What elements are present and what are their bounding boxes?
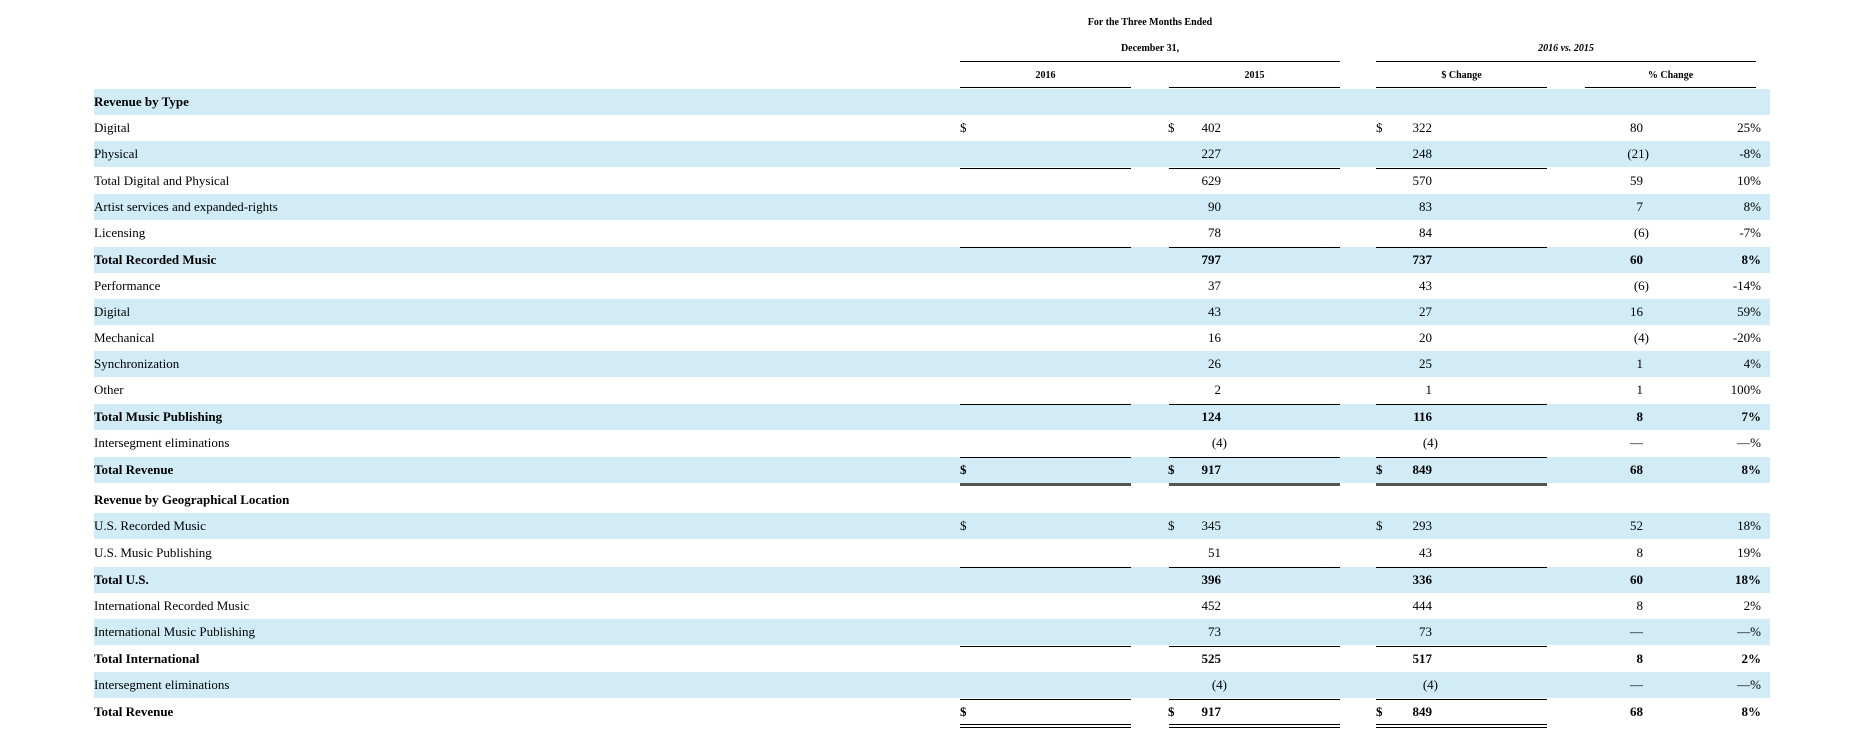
row-label: Total Revenue [94, 704, 174, 719]
value-pct-change: 25% [1737, 120, 1761, 135]
table-row [94, 168, 1770, 194]
row-label: International Music Publishing [94, 624, 256, 639]
value-pct-change: 18% [1737, 518, 1761, 533]
currency-symbol: $ [960, 518, 967, 533]
col-rule-2016 [960, 87, 1131, 88]
subtotal-rule [1169, 247, 1340, 248]
value-2016: (4) [1211, 677, 1227, 692]
table-row [94, 273, 1770, 299]
subtotal-rule [1376, 247, 1547, 248]
table-row [94, 487, 1770, 513]
period-header: For the Three Months Ended [1087, 17, 1213, 28]
value-2015: 336 [1412, 572, 1432, 587]
subtotal-rule [1376, 567, 1547, 568]
currency-symbol: $ [960, 704, 967, 719]
comparison-header: 2016 vs. 2015 [1538, 43, 1594, 54]
value-2015: 322 [1412, 120, 1432, 135]
subtotal-rule [1376, 404, 1547, 405]
value-pct-change: 8% [1741, 462, 1761, 477]
value-pct-change: 2% [1743, 598, 1761, 613]
value-2016: 73 [1208, 624, 1221, 639]
table-row [94, 513, 1770, 539]
total-double-underline [1169, 724, 1340, 728]
value-2015: 517 [1412, 651, 1432, 666]
value-dollar-change: (6) [1633, 225, 1649, 240]
subtotal-rule [1169, 646, 1340, 647]
table-row [94, 567, 1770, 593]
value-2016: 345 [1201, 518, 1221, 533]
table-row [94, 247, 1770, 273]
col-rule-dollar-change [1376, 87, 1547, 88]
subtotal-rule [960, 247, 1131, 248]
value-2015: 83 [1419, 199, 1432, 214]
value-pct-change: —% [1737, 677, 1761, 692]
value-pct-change: 8% [1741, 704, 1761, 719]
row-label: Total Music Publishing [94, 409, 223, 424]
value-pct-change: 100% [1730, 382, 1761, 397]
table-row [94, 115, 1770, 141]
table-row [94, 377, 1770, 403]
row-label: Synchronization [94, 356, 180, 371]
value-pct-change: 59% [1737, 304, 1761, 319]
subtotal-rule [1376, 699, 1547, 700]
table-row [94, 351, 1770, 377]
value-pct-change: 7% [1741, 409, 1761, 424]
subtotal-rule [960, 646, 1131, 647]
row-label: Digital [94, 120, 131, 135]
value-2015: (4) [1422, 677, 1438, 692]
value-dollar-change: 80 [1630, 120, 1643, 135]
value-dollar-change: 7 [1636, 199, 1643, 214]
value-2016: 51 [1208, 545, 1221, 560]
row-label: Total International [94, 651, 200, 666]
table-row [94, 672, 1770, 698]
row-label: Intersegment eliminations [94, 435, 230, 450]
value-2015: 444 [1412, 598, 1432, 613]
value-dollar-change: (4) [1633, 330, 1649, 345]
subtotal-rule [1376, 457, 1547, 458]
value-dollar-change: — [1630, 624, 1643, 639]
value-2016: 37 [1208, 278, 1221, 293]
table-row [94, 194, 1770, 220]
total-underline [960, 483, 1131, 486]
value-2016: 396 [1201, 572, 1221, 587]
table-row [94, 457, 1770, 483]
table-row [94, 619, 1770, 645]
value-2016: 917 [1201, 462, 1221, 477]
row-label: Intersegment eliminations [94, 677, 230, 692]
table-row [94, 141, 1770, 167]
row-label: Digital [94, 304, 131, 319]
value-pct-change: —% [1737, 624, 1761, 639]
value-dollar-change: (6) [1633, 278, 1649, 293]
value-pct-change: 4% [1743, 356, 1761, 371]
table-row [94, 540, 1770, 566]
value-dollar-change: 68 [1630, 704, 1643, 719]
value-dollar-change: 8 [1636, 598, 1643, 613]
table-row [94, 699, 1770, 725]
currency-symbol: $ [960, 120, 967, 135]
currency-symbol: $ [1168, 518, 1175, 533]
value-pct-change: 8% [1741, 252, 1761, 267]
row-label: Physical [94, 146, 139, 161]
value-2016: 43 [1208, 304, 1221, 319]
row-label: International Recorded Music [94, 598, 250, 613]
subtotal-rule [960, 699, 1131, 700]
row-label: Mechanical [94, 330, 155, 345]
row-label: Licensing [94, 225, 146, 240]
value-2016: 917 [1201, 704, 1221, 719]
total-double-underline [1376, 724, 1547, 728]
currency-symbol: $ [1168, 120, 1175, 135]
value-pct-change: 10% [1737, 173, 1761, 188]
value-2015: 27 [1419, 304, 1432, 319]
currency-symbol: $ [960, 462, 967, 477]
value-2016: 26 [1208, 356, 1221, 371]
value-2016: 452 [1201, 598, 1221, 613]
value-dollar-change: 52 [1630, 518, 1643, 533]
subtotal-rule [1169, 699, 1340, 700]
value-2015: 73 [1419, 624, 1432, 639]
subtotal-rule [960, 457, 1131, 458]
value-2015: 43 [1419, 545, 1432, 560]
currency-symbol: $ [1376, 462, 1383, 477]
value-pct-change: -8% [1739, 146, 1761, 161]
value-pct-change: 8% [1743, 199, 1761, 214]
table-row [94, 593, 1770, 619]
subtotal-rule [1376, 646, 1547, 647]
value-2015: 737 [1412, 252, 1432, 267]
col-header-dollar-change: $ Change [1441, 70, 1482, 81]
value-2015: 849 [1412, 704, 1432, 719]
currency-symbol: $ [1376, 518, 1383, 533]
currency-symbol: $ [1376, 704, 1383, 719]
value-2016: 78 [1208, 225, 1221, 240]
value-2016: 797 [1201, 252, 1221, 267]
row-label: U.S. Recorded Music [94, 518, 206, 533]
value-pct-change: 18% [1735, 572, 1761, 587]
value-2016: 2 [1214, 382, 1221, 397]
value-2016: 16 [1208, 330, 1221, 345]
value-2015: 570 [1412, 173, 1432, 188]
table-row [94, 299, 1770, 325]
row-label: Total Revenue [94, 462, 174, 477]
total-underline [1169, 483, 1340, 486]
row-label: Total Recorded Music [94, 252, 217, 267]
value-dollar-change: 8 [1636, 409, 1643, 424]
value-2015: 293 [1412, 518, 1432, 533]
col-header-2015: 2015 [1244, 70, 1265, 81]
value-pct-change: —% [1737, 435, 1761, 450]
value-pct-change: -20% [1732, 330, 1761, 345]
col-rule-2015 [1169, 87, 1340, 88]
value-2016: 90 [1208, 199, 1221, 214]
comparison-rule [1376, 61, 1756, 62]
value-dollar-change: (21) [1627, 146, 1649, 161]
currency-symbol: $ [1376, 120, 1383, 135]
row-label: Revenue by Type [94, 94, 189, 109]
value-2015: 20 [1419, 330, 1432, 345]
value-2015: 25 [1419, 356, 1432, 371]
table-row [94, 325, 1770, 351]
table-row [94, 430, 1770, 456]
value-2016: 629 [1201, 173, 1221, 188]
value-dollar-change: 1 [1636, 356, 1643, 371]
subtotal-rule [1169, 404, 1340, 405]
value-dollar-change: 68 [1630, 462, 1643, 477]
value-2016: 124 [1201, 409, 1221, 424]
table-row [94, 89, 1770, 115]
value-2015: 116 [1413, 409, 1432, 424]
value-2015: 84 [1419, 225, 1432, 240]
table-row [94, 404, 1770, 430]
col-header-2016: 2016 [1035, 70, 1056, 81]
table-row [94, 220, 1770, 246]
value-2015: 248 [1412, 146, 1432, 161]
value-dollar-change: 60 [1630, 252, 1643, 267]
subtotal-rule [960, 567, 1131, 568]
value-pct-change: -7% [1739, 225, 1761, 240]
total-double-underline [960, 724, 1131, 728]
row-label: U.S. Music Publishing [94, 545, 212, 560]
total-underline [1376, 483, 1547, 486]
value-2015: (4) [1422, 435, 1438, 450]
value-dollar-change: 8 [1636, 545, 1643, 560]
row-label: Total Digital and Physical [94, 173, 230, 188]
value-2015: 849 [1412, 462, 1432, 477]
currency-symbol: $ [1168, 462, 1175, 477]
value-pct-change: 19% [1737, 545, 1761, 560]
value-dollar-change: — [1630, 677, 1643, 692]
value-2016: 402 [1201, 120, 1221, 135]
col-rule-pct-change [1585, 87, 1756, 88]
subtotal-rule [1169, 168, 1340, 169]
col-header-pct-change: % Change [1647, 70, 1694, 81]
value-dollar-change: — [1630, 435, 1643, 450]
period-date-header: December 31, [1120, 43, 1180, 54]
subtotal-rule [1169, 567, 1340, 568]
table-row [94, 646, 1770, 672]
value-2016: 227 [1201, 146, 1221, 161]
value-pct-change: 2% [1741, 651, 1761, 666]
row-label: Total U.S. [94, 572, 149, 587]
row-label: Other [94, 382, 124, 397]
subtotal-rule [960, 404, 1131, 405]
currency-symbol: $ [1168, 704, 1175, 719]
row-label: Revenue by Geographical Location [94, 492, 290, 507]
value-dollar-change: 16 [1630, 304, 1643, 319]
value-dollar-change: 60 [1630, 572, 1643, 587]
value-2016: (4) [1211, 435, 1227, 450]
value-2015: 43 [1419, 278, 1432, 293]
row-label: Performance [94, 278, 161, 293]
value-dollar-change: 59 [1630, 173, 1643, 188]
subtotal-rule [960, 168, 1131, 169]
subtotal-rule [1169, 457, 1340, 458]
value-pct-change: -14% [1732, 278, 1761, 293]
value-dollar-change: 1 [1636, 382, 1643, 397]
subtotal-rule [1376, 168, 1547, 169]
row-label: Artist services and expanded-rights [94, 199, 278, 214]
value-2015: 1 [1425, 382, 1432, 397]
header-rule [960, 61, 1340, 62]
value-dollar-change: 8 [1636, 651, 1643, 666]
value-2016: 525 [1201, 651, 1221, 666]
